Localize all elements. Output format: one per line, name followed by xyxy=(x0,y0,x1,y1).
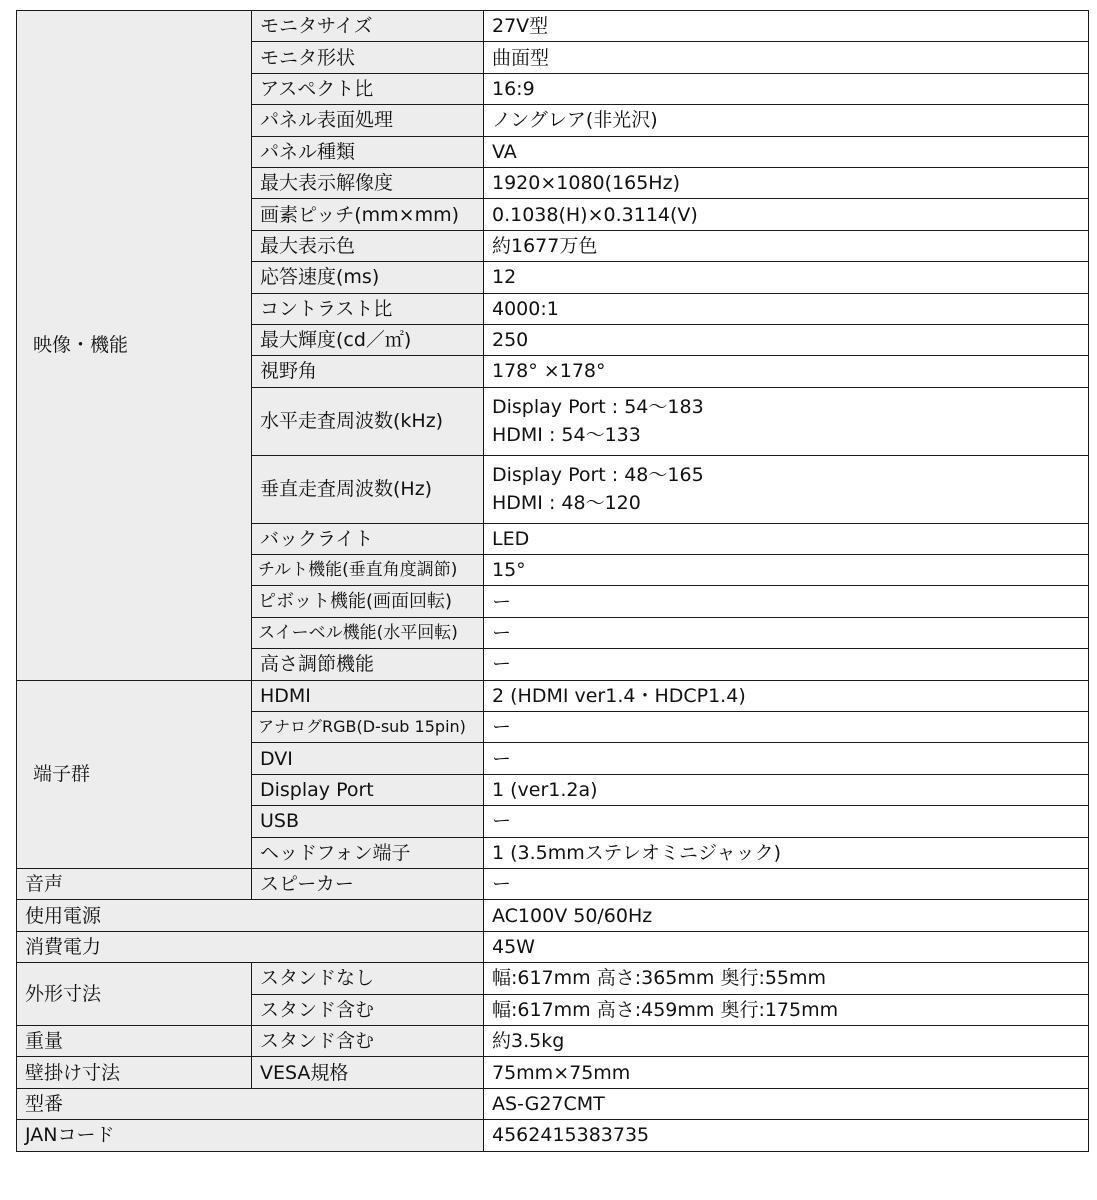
table-row xyxy=(17,680,1089,711)
spec-label: 垂直走査周波数(Hz) xyxy=(252,455,484,523)
spec-label: 最大輝度(cd／㎡) xyxy=(252,324,484,355)
spec-value: 1 (ver1.2a) xyxy=(484,774,1089,805)
spec-label: 画素ピッチ(mm×mm) xyxy=(252,199,484,230)
spec-label: スイーベル機能(水平回転) xyxy=(252,617,484,648)
group-label: 型番 xyxy=(17,1088,484,1119)
spec-value: 45W xyxy=(484,931,1089,962)
spec-value xyxy=(484,455,1089,523)
group-label: JANコード xyxy=(17,1120,484,1151)
table-row xyxy=(17,963,1089,994)
spec-value xyxy=(484,387,1089,455)
spec-value: 27V型 xyxy=(484,11,1089,42)
spec-value: 15° xyxy=(484,555,1089,586)
spec-label: ピボット機能(画面回転) xyxy=(252,586,484,617)
table-row xyxy=(17,1088,1089,1119)
group-label: 音声 xyxy=(17,868,252,899)
spec-value: 4000:1 xyxy=(484,293,1089,324)
spec-label: パネル種類 xyxy=(252,136,484,167)
spec-table xyxy=(16,10,1089,1152)
spec-label: バックライト xyxy=(252,523,484,554)
spec-label: 水平走査周波数(kHz) xyxy=(252,387,484,455)
spec-value: ー xyxy=(484,868,1089,899)
spec-value: VA xyxy=(484,136,1089,167)
group-label: 外形寸法 xyxy=(17,963,252,1026)
spec-label: VESA規格 xyxy=(252,1057,484,1088)
spec-value: AC100V 50/60Hz xyxy=(484,900,1089,931)
group-label: 使用電源 xyxy=(17,900,484,931)
spec-label: コントラスト比 xyxy=(252,293,484,324)
table-row xyxy=(17,1120,1089,1151)
spec-value: 約3.5kg xyxy=(484,1025,1089,1056)
table-row xyxy=(17,1025,1089,1056)
spec-value: 178° ×178° xyxy=(484,356,1089,387)
value-line: HDMI : 48〜120 xyxy=(492,492,641,515)
spec-label: スタンド含む xyxy=(252,994,484,1025)
spec-value: 250 xyxy=(484,324,1089,355)
spec-label: アナログRGB(D-sub 15pin) xyxy=(252,712,484,743)
spec-label: アスペクト比 xyxy=(252,73,484,104)
group-label: 映像・機能 xyxy=(17,11,252,681)
spec-label: モニタサイズ xyxy=(252,11,484,42)
spec-value: ー xyxy=(484,586,1089,617)
spec-value: 75mm×75mm xyxy=(484,1057,1089,1088)
spec-label: モニタ形状 xyxy=(252,42,484,73)
spec-value: 4562415383735 xyxy=(484,1120,1089,1151)
spec-label: 最大表示解像度 xyxy=(252,167,484,198)
group-label: 重量 xyxy=(17,1025,252,1056)
spec-value: ー xyxy=(484,743,1089,774)
spec-value: AS-G27CMT xyxy=(484,1088,1089,1119)
spec-value: 12 xyxy=(484,262,1089,293)
spec-label: DVI xyxy=(252,743,484,774)
table-row xyxy=(17,1057,1089,1088)
table-row xyxy=(17,900,1089,931)
spec-value: 1 (3.5mmステレオミニジャック) xyxy=(484,837,1089,868)
spec-value: 約1677万色 xyxy=(484,230,1089,261)
spec-value: 幅:617mm 高さ:459mm 奥行:175mm xyxy=(484,994,1089,1025)
spec-value: ノングレア(非光沢) xyxy=(484,105,1089,136)
spec-label: 視野角 xyxy=(252,356,484,387)
spec-label: パネル表面処理 xyxy=(252,105,484,136)
spec-value: ー xyxy=(484,617,1089,648)
table-row xyxy=(17,11,1089,42)
value-line: HDMI : 54〜133 xyxy=(492,424,641,447)
spec-label: スタンドなし xyxy=(252,963,484,994)
spec-value: 幅:617mm 高さ:365mm 奥行:55mm xyxy=(484,963,1089,994)
group-label: 端子群 xyxy=(17,680,252,868)
spec-label: 応答速度(ms) xyxy=(252,262,484,293)
spec-label: スタンド含む xyxy=(252,1025,484,1056)
value-line: Display Port : 54〜183 xyxy=(492,396,704,419)
spec-label: チルト機能(垂直角度調節) xyxy=(252,555,484,586)
spec-label: 高さ調節機能 xyxy=(252,649,484,680)
table-row xyxy=(17,931,1089,962)
spec-value: 曲面型 xyxy=(484,42,1089,73)
spec-value: ー xyxy=(484,649,1089,680)
spec-label: Display Port xyxy=(252,774,484,805)
spec-value: 16:9 xyxy=(484,73,1089,104)
spec-label: ヘッドフォン端子 xyxy=(252,837,484,868)
spec-label: 最大表示色 xyxy=(252,230,484,261)
spec-value: 0.1038(H)×0.3114(V) xyxy=(484,199,1089,230)
group-label: 消費電力 xyxy=(17,931,484,962)
spec-label: HDMI xyxy=(252,680,484,711)
table-row xyxy=(17,868,1089,899)
spec-value: 1920×1080(165Hz) xyxy=(484,167,1089,198)
spec-label: USB xyxy=(252,806,484,837)
spec-value: LED xyxy=(484,523,1089,554)
value-line: Display Port : 48〜165 xyxy=(492,464,704,487)
spec-value: ー xyxy=(484,712,1089,743)
group-label: 壁掛け寸法 xyxy=(17,1057,252,1088)
spec-value: 2 (HDMI ver1.4・HDCP1.4) xyxy=(484,680,1089,711)
spec-value: ー xyxy=(484,806,1089,837)
spec-label: スピーカー xyxy=(252,868,484,899)
